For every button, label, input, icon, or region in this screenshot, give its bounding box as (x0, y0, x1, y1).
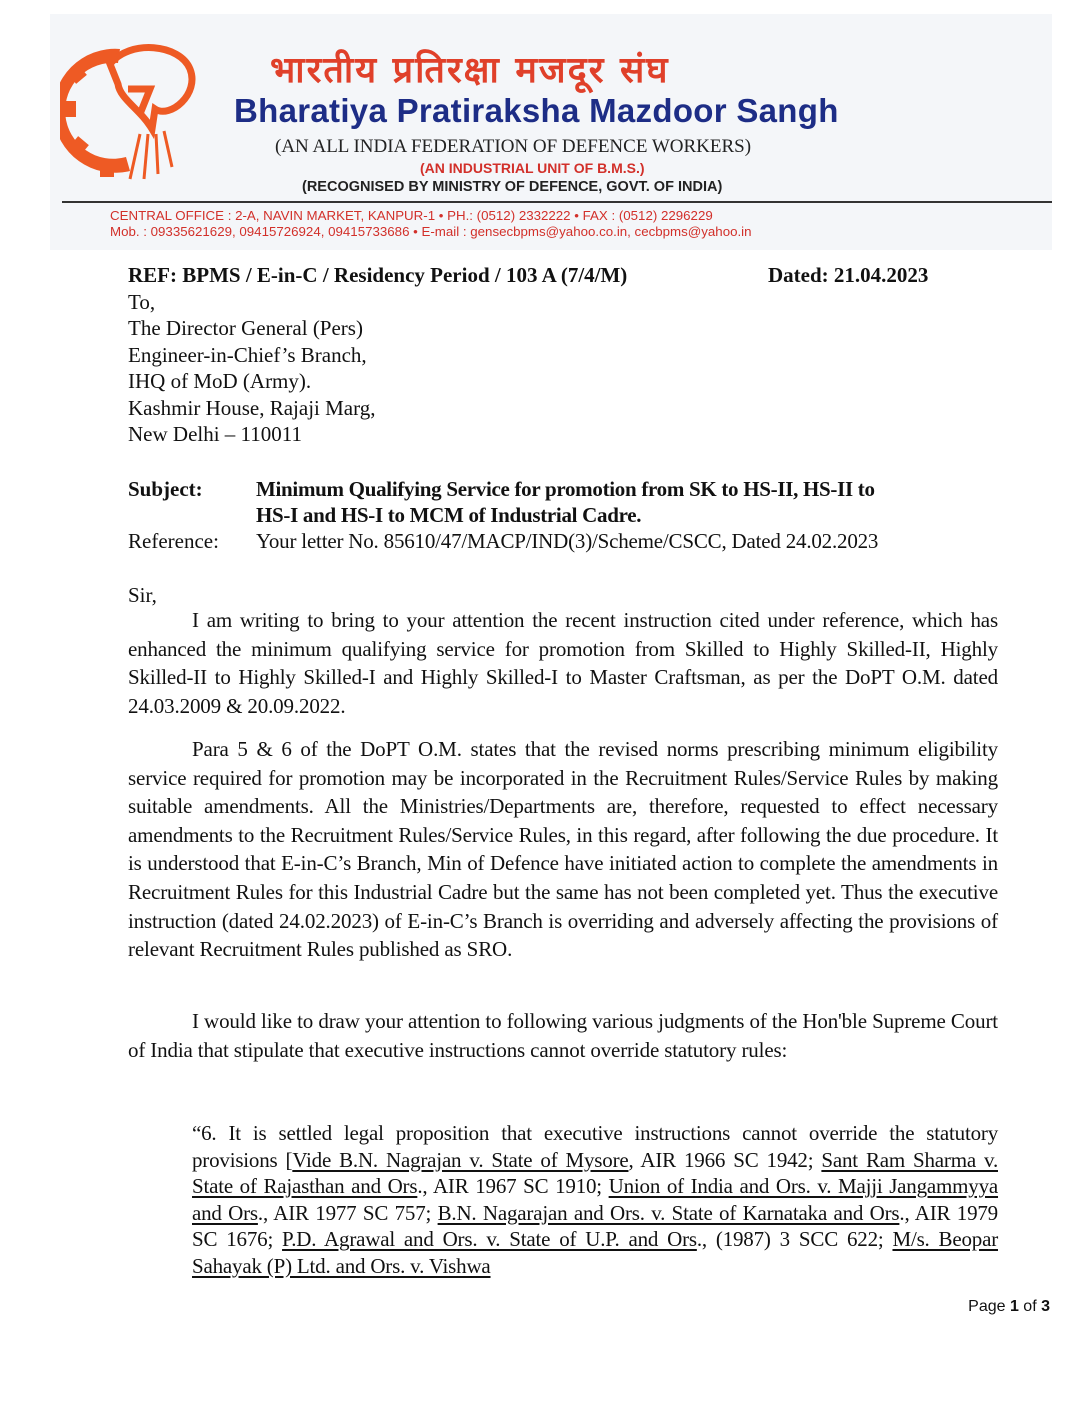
page-number (968, 1298, 1050, 1316)
quote-text: ., (1987) 3 SCC 622; (696, 1227, 893, 1251)
quote-text: ., AIR 1979 SC 1676; (192, 1200, 998, 1251)
org-name: Bharatiya Pratiraksha Mazdoor Sangh (234, 92, 839, 129)
contact-office: CENTRAL OFFICE : 2-A, NAVIN MARKET, KANPUR-1 • PH.: (0512) 2332222 • FAX : (0512) 2296229 (110, 208, 713, 223)
body-paragraph: I would like to draw your attention to following various judgments of the Hon'ble Supreme Court of India that stipulate that executive instructions cannot override statutory rules: (128, 1009, 998, 1062)
page-prefix: Page (968, 1298, 1010, 1315)
bpms-logo-icon (60, 39, 210, 189)
page-current: 1 (1009, 1298, 1019, 1315)
reference-text: Your letter No. 85610/47/MACP/IND(3)/Scheme/CSCC, Dated 24.02.2023 (256, 529, 879, 553)
unit-tagline: (AN INDUSTRIAL UNIT OF B.M.S.) (420, 160, 645, 176)
body-paragraph: Para 5 & 6 of the DoPT O.M. states that the revised norms prescribing minimum eligibility service required for promotion may be incorporated in the Recruitment Rules/Service Rules by making suitable amendments. All the Ministries/Departments are, therefore, requested to effect necessary amendments to the Recruitment Rules/Service Rules, in this regard, after following the due procedure. It is understood that E-in-C’s Branch, Min of Defence have initiated action to complete the amendments in Recruitment Rules for this Industrial Cadre but the same has not been completed yet. Thus the executive instruction (dated 24.02.2023) of E-in-C’s Branch is overriding and adversely affecting the provisions of relevant Recruitment Rules published as SRO. (128, 737, 998, 962)
quote-text: ., AIR 1977 SC 757; (257, 1200, 438, 1225)
subject-label: Subject: (128, 477, 203, 501)
body-paragraph: I am writing to bring to your attention the recent instruction cited under reference, which has enhanced the minimum qualifying service for promotion from Skilled to Highly Skilled-II, Highly Skilled-II to Highly Skilled-I and Highly Skilled-I to Master Craftsman, as per the DoPT O.M. dated 24.03.2009 & 20.09.2022. (128, 608, 998, 718)
case-citation: Vide B.N. Nagrajan v. State of Mysore (292, 1147, 629, 1172)
letter-date: Dated: 21.04.2023 (768, 263, 929, 287)
case-citation: M/s. Beopar Sahayak (P) Ltd. and Ors. v. Vishwa (192, 1227, 998, 1278)
address-line: Kashmir House, Rajaji Marg, (128, 396, 376, 420)
address-line: The Director General (Pers) (128, 316, 363, 340)
ref-number: REF: BPMS / E-in-C / Residency Period / 103 A (7/4/M) (128, 263, 628, 287)
subject-line: HS-I and HS-I to MCM of Industrial Cadre. (256, 503, 642, 527)
to-label: To, (128, 290, 156, 314)
case-citation: B.N. Nagarajan and Ors. v. State of Karnataka and Ors (437, 1200, 900, 1225)
recognition-tagline: (RECOGNISED BY MINISTRY OF DEFENCE, GOVT. OF INDIA) (302, 179, 723, 195)
quote-text: ., AIR 1967 SC 1910; (417, 1174, 609, 1198)
hindi-org-name: भारतीय प्रतिरक्षा मजदूर संघ (270, 50, 670, 91)
page-of: of (1018, 1298, 1042, 1315)
case-citation: Sant Ram Sharma v. State of Rajasthan and Ors (192, 1147, 998, 1198)
address-line: New Delhi – 110011 (128, 422, 302, 446)
federation-tagline: (AN ALL INDIA FEDERATION OF DEFENCE WORKERS) (275, 136, 752, 157)
case-citation: P.D. Agrawal and Ors. v. State of U.P. and Ors (282, 1227, 697, 1251)
address-line: Engineer-in-Chief’s Branch, (128, 343, 367, 367)
contact-mobile-email: Mob. : 09335621629, 09415726924, 09415733686 • E-mail : gensecbpms@yahoo.co.in, cecbpms@yahoo.in (110, 224, 752, 239)
salutation: Sir, (128, 583, 157, 607)
quote-text: , AIR 1966 SC 1942; (628, 1147, 822, 1172)
address-line: IHQ of MoD (Army). (128, 369, 312, 393)
reference-label: Reference: (128, 529, 219, 553)
letterhead (50, 14, 1052, 250)
judgment-quote (192, 1120, 998, 1279)
subject-line: Minimum Qualifying Service for promotion from SK to HS-II, HS-II to (256, 477, 875, 501)
quote-text: “6. It is settled legal proposition that executive instructions cannot override the statutory provisions [ (192, 1121, 998, 1172)
case-citation: Union of India and Ors. v. Majji Jangammyya and Ors (192, 1174, 999, 1225)
header-divider (62, 201, 1052, 203)
page-total: 3 (1041, 1298, 1050, 1315)
